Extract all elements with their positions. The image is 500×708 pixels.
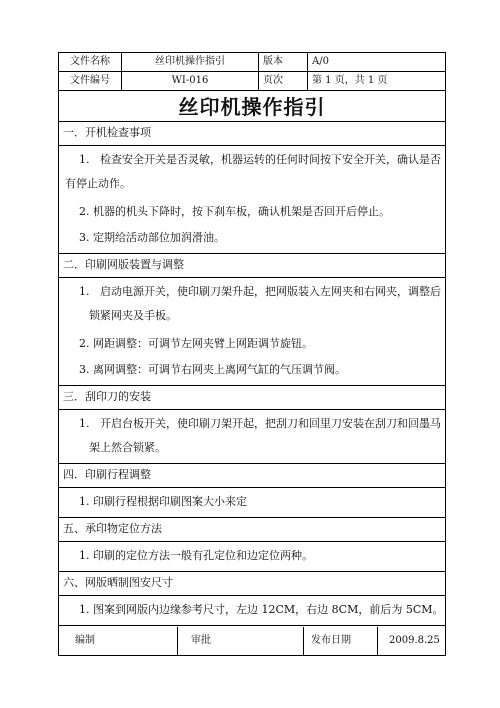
item-text: 定期给活动部位加润滑油。 <box>93 231 225 244</box>
list-item <box>79 333 313 355</box>
item-continuation: 有停止动作。 <box>65 177 131 190</box>
item-number: 1. <box>79 285 90 298</box>
release-date-value: 2009.8.25 <box>389 635 440 646</box>
divider <box>377 627 378 655</box>
list-item <box>79 227 225 249</box>
divider <box>59 277 445 278</box>
footer-row <box>59 627 445 655</box>
divider <box>59 145 445 146</box>
item-text: 开启台板开关，使印刷刀架开起，把刮刀和回里刀安装在刮刀和回墨马 <box>100 417 441 430</box>
list-item <box>79 413 441 435</box>
header-row-2 <box>59 72 445 91</box>
file-no-label: 文件编号 <box>59 72 122 91</box>
divider <box>303 627 304 655</box>
divider <box>59 595 445 596</box>
item-text: 离网调整：可调节右网夹上离网气缸的气压调节阀。 <box>93 363 346 376</box>
item-number: 1. <box>79 417 90 430</box>
section-heading: 一．开机检查事项 <box>63 126 151 139</box>
divider <box>59 571 445 572</box>
list-item <box>79 149 441 171</box>
item-text: 启动电源开关，使印刷刀架升起，把网版装入左网夹和右网夹，调整后 <box>100 285 441 298</box>
item-number: 1. <box>79 495 90 508</box>
item-number: 2. <box>79 337 90 350</box>
divider <box>59 385 445 386</box>
release-date-label: 发布日期 <box>311 635 351 646</box>
approved-by-label: 审批 <box>191 635 211 646</box>
item-number: 1. <box>79 549 90 562</box>
divider <box>59 517 445 518</box>
divider <box>59 487 445 488</box>
item-number: 1. <box>79 603 90 616</box>
section-heading: 四．印刷行程调整 <box>63 468 151 481</box>
list-item <box>79 281 441 303</box>
item-number: 1. <box>79 153 90 166</box>
list-item <box>79 491 247 513</box>
divider <box>59 409 445 410</box>
divider <box>59 463 445 464</box>
section-heading: 二．印刷网版装置与调整 <box>63 258 184 271</box>
item-number: 3. <box>79 231 90 244</box>
divider <box>59 121 445 122</box>
divider <box>59 625 445 626</box>
list-item <box>79 545 313 567</box>
version-value: A/0 <box>308 53 446 72</box>
divider <box>59 253 445 254</box>
item-text: 机器的机头下降时，按下刹车板，确认机架是否回开后停止。 <box>93 205 390 218</box>
page-label: 页次 <box>259 72 308 91</box>
item-text: 印刷行程根据印刷图案大小来定 <box>93 495 247 508</box>
file-name-label: 文件名称 <box>59 53 122 72</box>
item-text: 检查安全开关是否灵敏，机器运转的任何时间按下安全开关，确认是否 <box>100 153 441 166</box>
section-heading: 六、网版晒制图安尺寸 <box>63 576 173 589</box>
file-no-value: WI-016 <box>122 72 259 91</box>
item-number: 2. <box>79 205 90 218</box>
item-text: 网距调整：可调节左网夹臂上网距调节旋钮。 <box>93 337 313 350</box>
list-item <box>79 201 390 223</box>
section-heading: 三．刮印刀的安装 <box>63 390 151 403</box>
document-title: 丝印机操作指引 <box>178 95 326 119</box>
item-text: 印刷的定位方法一般有孔定位和边定位两种。 <box>93 549 313 562</box>
list-item <box>79 359 346 381</box>
item-continuation: 架上然合锁紧。 <box>89 441 166 454</box>
list-item <box>79 599 444 621</box>
file-name-value: 丝印机操作指引 <box>122 53 259 72</box>
version-label: 版本 <box>259 53 308 72</box>
item-number: 3. <box>79 363 90 376</box>
header-table <box>59 53 445 91</box>
prepared-by-label: 编制 <box>75 635 95 646</box>
header-row-1 <box>59 53 445 72</box>
divider <box>177 627 178 655</box>
divider <box>59 541 445 542</box>
section-heading: 五、承印物定位方法 <box>63 522 162 535</box>
page-value: 第 1 页，共 1 页 <box>308 72 446 91</box>
item-continuation: 锁紧网夹及手板。 <box>89 309 177 322</box>
item-text: 图案到网版内边缘参考尺寸，左边 12CM，右边 8CM，前后为 5CM。 <box>93 603 444 616</box>
document-sheet <box>58 52 446 656</box>
